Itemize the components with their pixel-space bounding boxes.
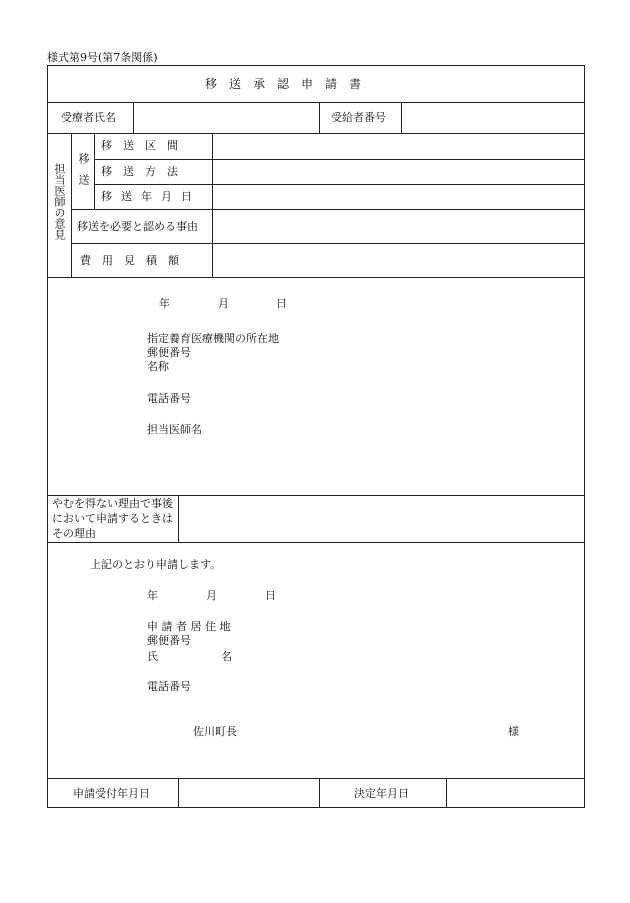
applicant-postal-label: 郵便番号 — [147, 634, 191, 647]
applicant-phone-label: 電話番号 — [147, 680, 191, 693]
cost-estimate-label: 費 用 見 積 額 — [80, 254, 179, 267]
patient-name-label: 受療者氏名 — [61, 111, 116, 124]
transport-date-field[interactable] — [213, 185, 584, 209]
institution-address-label: 指定養育医療機関の所在地 — [147, 332, 279, 345]
institution-date-year: 年 — [159, 297, 170, 310]
divider — [319, 778, 320, 808]
transport-method-field[interactable] — [213, 160, 584, 184]
transport-label: 移送 — [77, 153, 90, 195]
decision-date-label: 決定年月日 — [354, 787, 409, 800]
institution-name-label: 名称 — [147, 360, 169, 373]
transport-date-label: 移 送 年 月 日 — [101, 190, 191, 203]
honorific: 様 — [508, 725, 519, 738]
recipient-number-label: 受給者番号 — [331, 111, 386, 124]
applicant-date-month: 月 — [206, 589, 217, 602]
divider — [94, 133, 95, 209]
applicant-address-label: 申 請 者 居 住 地 — [147, 620, 231, 633]
cost-estimate-field[interactable] — [213, 244, 584, 277]
applicant-date-year: 年 — [147, 589, 158, 602]
late-reason-field[interactable] — [179, 496, 584, 542]
institution-date-day: 日 — [276, 297, 287, 310]
transport-method-label: 移 送 方 法 — [101, 165, 178, 178]
decision-date-field[interactable] — [447, 779, 584, 807]
divider — [319, 102, 320, 133]
attending-doctor-label: 担当医師名 — [147, 423, 202, 436]
application-statement: 上記のとおり申請します。 — [90, 558, 222, 571]
transport-interval-label: 移 送 区 間 — [101, 139, 178, 152]
received-date-field[interactable] — [179, 779, 319, 807]
transport-reason-label: 移送を必要と認める事由 — [77, 220, 198, 233]
divider — [47, 277, 585, 278]
divider — [71, 133, 72, 277]
transport-interval-field[interactable] — [213, 134, 584, 159]
divider — [47, 542, 585, 543]
applicant-date-day: 日 — [265, 589, 276, 602]
institution-date-month: 月 — [218, 297, 229, 310]
applicant-name-label: 名 — [221, 650, 232, 663]
form-title: 移 送 承 認 申 請 書 — [205, 77, 362, 91]
received-date-label: 申請受付年月日 — [73, 787, 150, 800]
late-reason-label: やむを得ない理由で事後において申請するときはその理由 — [52, 497, 173, 540]
patient-name-field[interactable] — [134, 103, 319, 133]
institution-postal-label: 郵便番号 — [147, 346, 191, 359]
institution-phone-label: 電話番号 — [147, 392, 191, 405]
form-number-label: 様式第9号(第7条関係) — [47, 51, 158, 64]
applicant-name-label: 氏 — [147, 650, 158, 663]
doctor-opinion-label: 担当医師の意見 — [53, 163, 66, 240]
recipient-number-field[interactable] — [402, 103, 584, 133]
transport-reason-field[interactable] — [213, 210, 584, 243]
addressee: 佐川町長 — [193, 725, 237, 738]
